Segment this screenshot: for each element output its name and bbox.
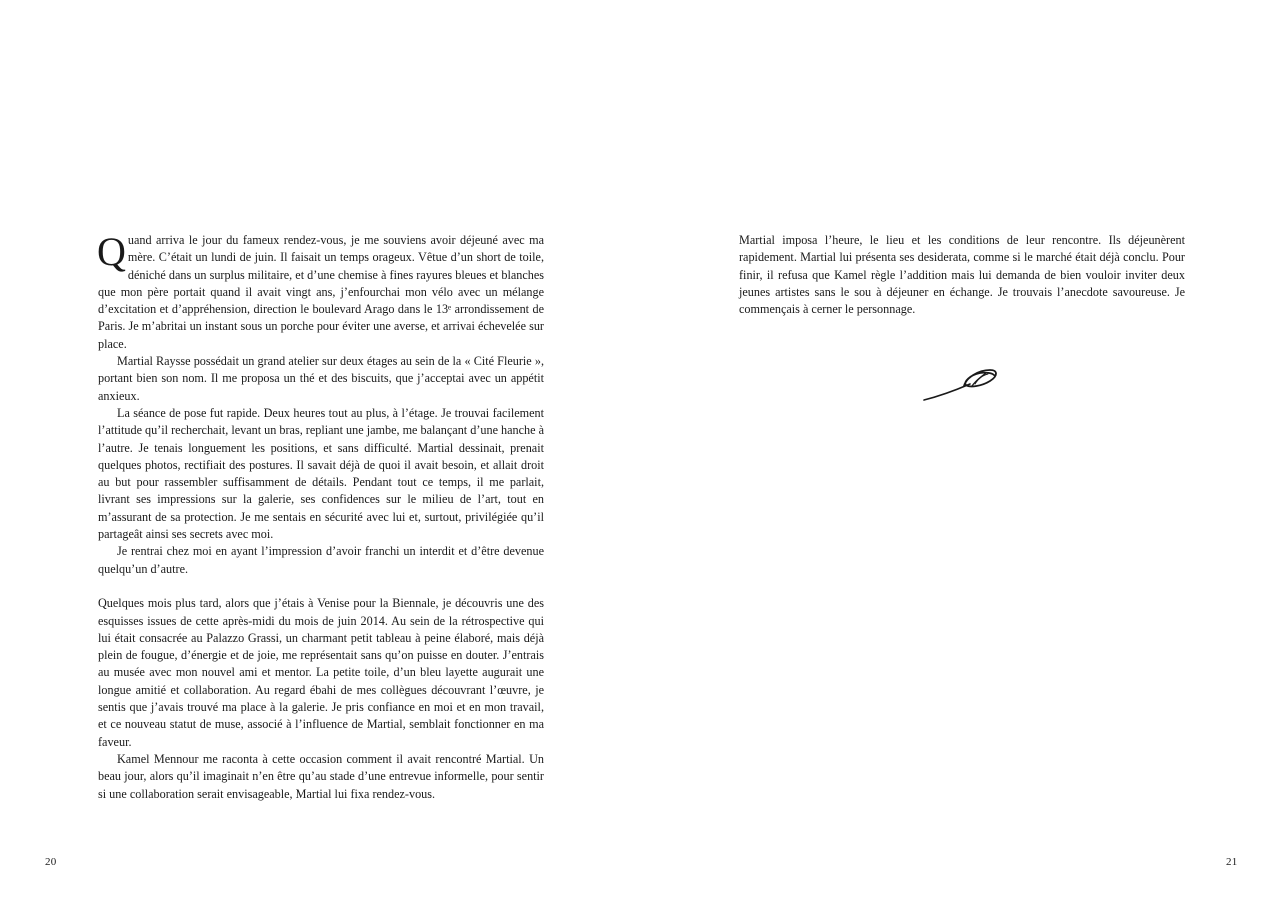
paragraph-5: Quelques mois plus tard, alors que j’étais à Venise pour la Biennale, je découvris une des esquisses issues de cette après-midi du mois de juin 2014. Au sein de la rétrospective qui lui était consacrée au Palazzo Grassi, un charmant petit tableau à peine élaboré, mais déjà plein de fougue, d’énergie et de joie, me représentait sans qu’on puisse en douter. J’entrais au musée avec mon nouvel ami et mentor. La petite toile, d’un bleu layette augurait une longue amitié et collaboration. Au regard ébahi de mes collègues découvrant l’œuvre, je sentis que j’avais trouvé ma place à la galerie. Je pris confiance en moi et en mon travail, et ce nouveau statut de muse, associé à l’influence de Martial, semblait fonctionner en ma faveur. [98, 596, 544, 749]
signature-flourish-icon [920, 364, 1002, 406]
left-page-text [97, 229, 545, 803]
page-number-right: 21 [1226, 856, 1238, 868]
paragraph-6: Kamel Mennour me raconta à cette occasion comment il avait rencontré Martial. Un beau jour, alors qu’il imaginait n’en être qu’au stade d’une entrevue informelle, pour sentir si une collaboration serait envisageable, Martial lui fixa rendez-vous. [98, 751, 544, 801]
page-number-left: 20 [45, 856, 57, 868]
right-page-text [739, 232, 1185, 318]
paragraph-7: Martial imposa l’heure, le lieu et les conditions de leur rencontre. Ils déjeunèrent rapidement. Martial lui présenta ses desiderata, comme si le marché était déjà conclu. Pour finir, il refusa que Kamel règle l’addition mais lui demanda de bien vouloir inviter deux jeunes artistes sans le sou à déjeuner en échange. Je trouvais l’anecdote savoureuse. Je commençais à cerner le personnage. [739, 233, 1185, 317]
drop-cap: Q [97, 229, 126, 274]
paragraph-1-text: uand arriva le jour du fameux rendez-vous, je me souviens avoir déjeuné avec ma mère. C’était un lundi de juin. Il faisait un temps orageux. Vêtue d’un short de toile, déniché dans un surplus militaire, et d’une chemise à fines rayures bleues et blanches que mon père portait quand il avait vingt ans, j’enfourchai mon vélo avec un mélange d’excitation et d’appréhension, direction le boulevard Arago dans le 13ᵉ arrondissement de Paris. Je m’abritai un instant sous un porche pour éviter une averse, et arrivai échevelée sur place. [98, 233, 544, 351]
paragraph-1 [97, 229, 544, 353]
paragraph-3: La séance de pose fut rapide. Deux heures tout au plus, à l’étage. Je trouvai facilement l’attitude qu’il recherchait, levant un bras, repliant une jambe, me balançant d’une hanche à l’autre. Je tenais longuement les positions, et sans difficulté. Martial dessinait, prenait quelques photos, rectifiait des postures. Il savait déjà de quoi il avait besoin, et allait droit au but pour rassembler suffisamment de détails. Pendant tout ce temps, il me parlait, livrant ses impressions sur la galerie, ses confidences sur le milieu de l’art, tout en m’assurant de sa protection. Je me sentais en sécurité avec lui et, surtout, privilégiée qu’il partageât ainsi ses secrets avec moi. [98, 405, 545, 542]
paragraph-2: Martial Raysse possédait un grand atelier sur deux étages au sein de la « Cité Fleurie », portant bien son nom. Il me proposa un thé et des biscuits, que j’acceptai avec un appétit anxieux. [98, 354, 544, 403]
paragraph-4: Je rentrai chez moi en ayant l’impression d’avoir franchi un interdit et d’être devenue quelqu’un d’autre. [98, 544, 544, 576]
